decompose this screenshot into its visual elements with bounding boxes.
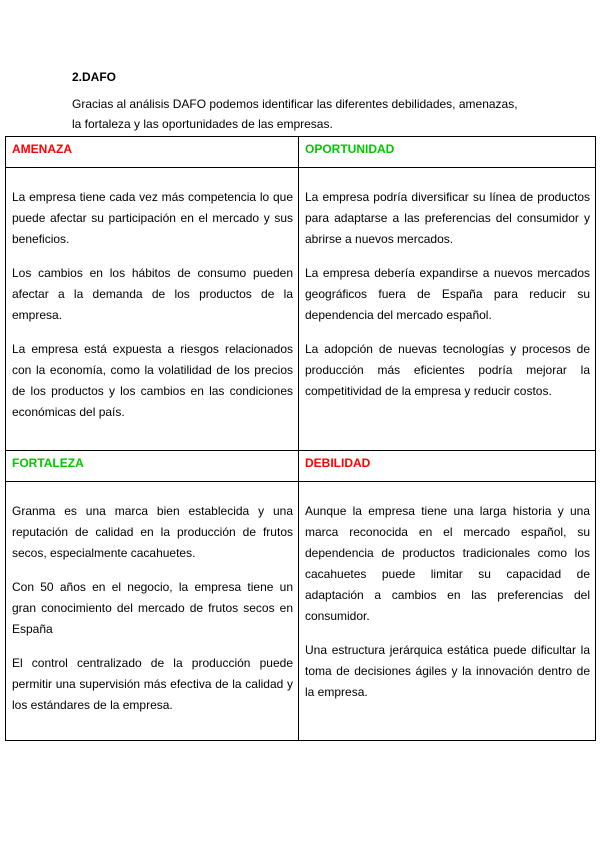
oportunidad-cell — [299, 168, 596, 451]
oportunidad-paragraph: La adopción de nuevas tecnologías y procesos de producción más eficientes podría mejorar la competitividad de la empresa y reducir costos. — [305, 342, 590, 398]
debilidad-cell — [299, 482, 596, 741]
debilidad-header-cell — [299, 451, 596, 482]
amenaza-paragraph: Los cambios en los hábitos de consumo pueden afectar a la demanda de los productos de la empresa. — [12, 266, 293, 322]
oportunidad-label: OPORTUNIDAD — [305, 142, 395, 156]
amenaza-label: AMENAZA — [12, 142, 72, 156]
amenaza-header-cell — [6, 137, 299, 168]
intro-line: Gracias al análisis DAFO podemos identificar las diferentes debilidades, amenazas, — [72, 97, 518, 111]
section-heading: 2.DAFO — [72, 70, 117, 84]
oportunidad-paragraph: La empresa podría diversificar su línea de productos para adaptarse a las preferencias del consumidor y abrirse a nuevos mercados. — [305, 190, 590, 246]
oportunidad-header-cell — [299, 137, 596, 168]
dafo-table — [5, 136, 596, 741]
fortaleza-cell — [6, 482, 299, 741]
debilidad-label: DEBILIDAD — [305, 456, 371, 470]
fortaleza-paragraph: El control centralizado de la producción puede permitir una supervisión más efectiva de la calidad y los estándares de la empresa. — [12, 656, 293, 712]
intro-text — [72, 94, 542, 134]
oportunidad-paragraph: La empresa debería expandirse a nuevos mercados geográficos fuera de España para reducir su dependencia del mercado español. — [305, 266, 590, 322]
fortaleza-header-cell — [6, 451, 299, 482]
intro-line: la fortaleza y las oportunidades de las empresas. — [72, 117, 333, 131]
fortaleza-paragraph: Con 50 años en el negocio, la empresa tiene un gran conocimiento del mercado de frutos secos en España — [12, 580, 293, 636]
amenaza-paragraph: La empresa tiene cada vez más competencia lo que puede afectar su participación en el mercado y sus beneficios. — [12, 190, 293, 246]
debilidad-paragraph: Aunque la empresa tiene una larga historia y una marca reconocida en el mercado español, su dependencia de productos tradicionales como los cacahuetes puede limitar su capacidad de adaptación a cambios en las preferencias del consumidor. — [305, 504, 590, 623]
fortaleza-paragraph: Granma es una marca bien establecida y una reputación de calidad en la producción de frutos secos, especialmente cacahuetes. — [12, 504, 293, 560]
debilidad-paragraph: Una estructura jerárquica estática puede dificultar la toma de decisiones ágiles y la innovación dentro de la empresa. — [305, 643, 590, 699]
amenaza-cell — [6, 168, 299, 451]
amenaza-paragraph: La empresa está expuesta a riesgos relacionados con la economía, como la volatilidad de los precios de los productos y los cambios en las condiciones económicas del país. — [12, 342, 293, 419]
fortaleza-label: FORTALEZA — [12, 456, 84, 470]
